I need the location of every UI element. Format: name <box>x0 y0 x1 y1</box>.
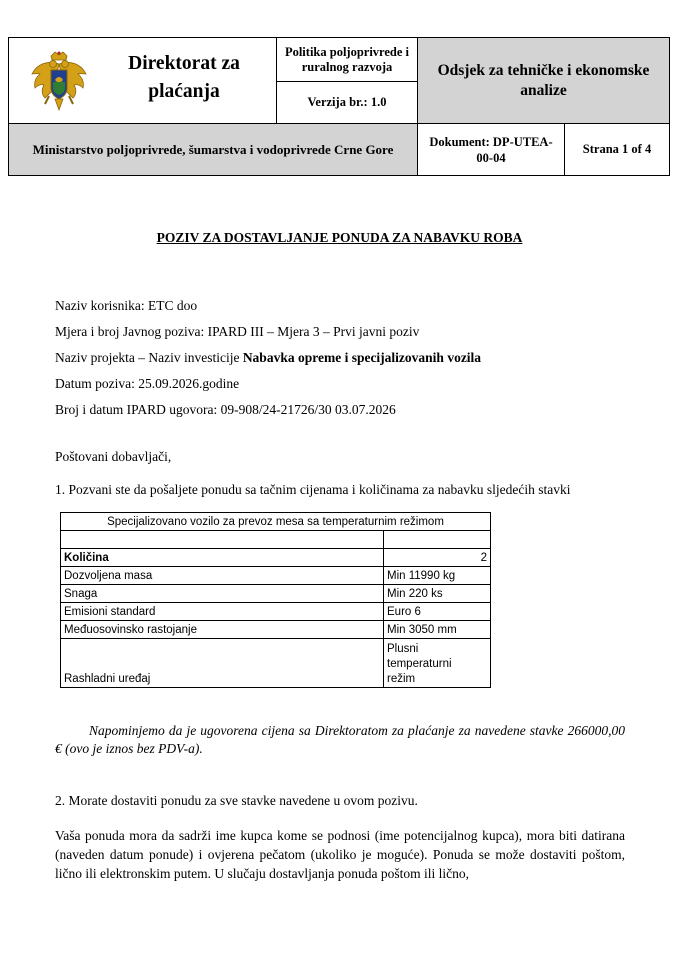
project-name: Nabavka opreme i specijalizovanih vozila <box>242 350 482 365</box>
spec-label: Emisioni standard <box>61 603 384 621</box>
date-line: Datum poziva: 25.09.2026.godine <box>55 376 240 391</box>
ministry-cell: Ministarstvo poljoprivrede, šumarstva i vodoprivrede Crne Gore <box>9 124 418 175</box>
spec-value: Euro 6 <box>384 603 491 621</box>
quantity-label: Količina <box>61 549 384 567</box>
spec-value: Min 11990 kg <box>384 567 491 585</box>
document-title: POZIV ZA DOSTAVLJANJE PONUDA ZA NABAVKU ROBA <box>156 230 523 245</box>
spec-label: Međuosovinsko rastojanje <box>61 621 384 639</box>
measure-line: Mjera i broj Javnog poziva: IPARD III – Mjera 3 – Prvi javni poziv <box>55 324 420 339</box>
items-table <box>60 512 491 688</box>
price-note: Napominjemo da je ugovorena cijena sa Direktoratom za plaćanje za navedene stavke 266000,00 € (ovo je iznos bez PDV-a). <box>55 723 625 756</box>
point-1: 1. Pozvani ste da pošaljete ponudu sa tačnim cijenama i količinama za nabavku sljedećih stavki <box>55 482 571 497</box>
spec-value <box>384 639 491 688</box>
spec-value: Min 220 ks <box>384 585 491 603</box>
table-row <box>61 639 491 688</box>
org-title: Direktorat za plaćanja <box>128 53 240 102</box>
spec-label: Dozvoljena masa <box>61 567 384 585</box>
empty-cell <box>61 531 384 549</box>
document-code-cell: Dokument: DP-UTEA-00-04 <box>418 124 565 175</box>
spec-value: Min 3050 mm <box>384 621 491 639</box>
table-title-row <box>61 513 491 531</box>
point-2: 2. Morate dostaviti ponudu za sve stavke navedene u ovom pozivu. <box>55 793 418 808</box>
table-row <box>61 567 491 585</box>
coat-of-arms-icon <box>29 50 89 114</box>
empty-cell <box>384 531 491 549</box>
department-cell: Odsjek za tehničke i ekonomske analize <box>418 38 669 124</box>
contract-line: Broj i datum IPARD ugovora: 09-908/24-21726/30 03.07.2026 <box>55 402 396 417</box>
spec-value-line: režim <box>387 673 416 685</box>
greeting: Poštovani dobavljači, <box>55 449 172 464</box>
spec-label: Snaga <box>61 585 384 603</box>
table-row <box>61 621 491 639</box>
project-line <box>55 350 481 366</box>
table-row <box>61 585 491 603</box>
project-prefix: Naziv projekta – Naziv investicije <box>55 350 243 365</box>
spec-value-line: temperaturni <box>387 658 452 670</box>
quantity-row <box>61 549 491 567</box>
document-header <box>8 37 670 176</box>
quantity-value: 2 <box>384 549 491 567</box>
table-row <box>61 603 491 621</box>
spec-label: Rashladni uređaj <box>61 639 384 688</box>
table-title: Specijalizovano vozilo za prevoz mesa sa temperaturnim režimom <box>61 513 491 531</box>
table-row <box>61 531 491 549</box>
beneficiary-line: Naziv korisnika: ETC doo <box>55 298 198 313</box>
policy-cell: Politika poljoprivrede i ruralnog razvoja <box>277 38 418 82</box>
body-paragraph: Vaša ponuda mora da sadrži ime kupca kome se podnosi (ime potencijalnog kupca), mora biti datirana (naveden datum ponude) i ovjerena pečatom (ukoliko je moguće). Ponuda se može dostaviti poštom, lično ili elektronskim putem. U slučaju dostavljanja ponuda poštom ili lično, <box>55 828 625 881</box>
version-cell: Verzija br.: 1.0 <box>277 82 418 124</box>
page-number-cell: Strana 1 of 4 <box>582 142 652 156</box>
spec-value-line: Plusni <box>387 643 419 655</box>
